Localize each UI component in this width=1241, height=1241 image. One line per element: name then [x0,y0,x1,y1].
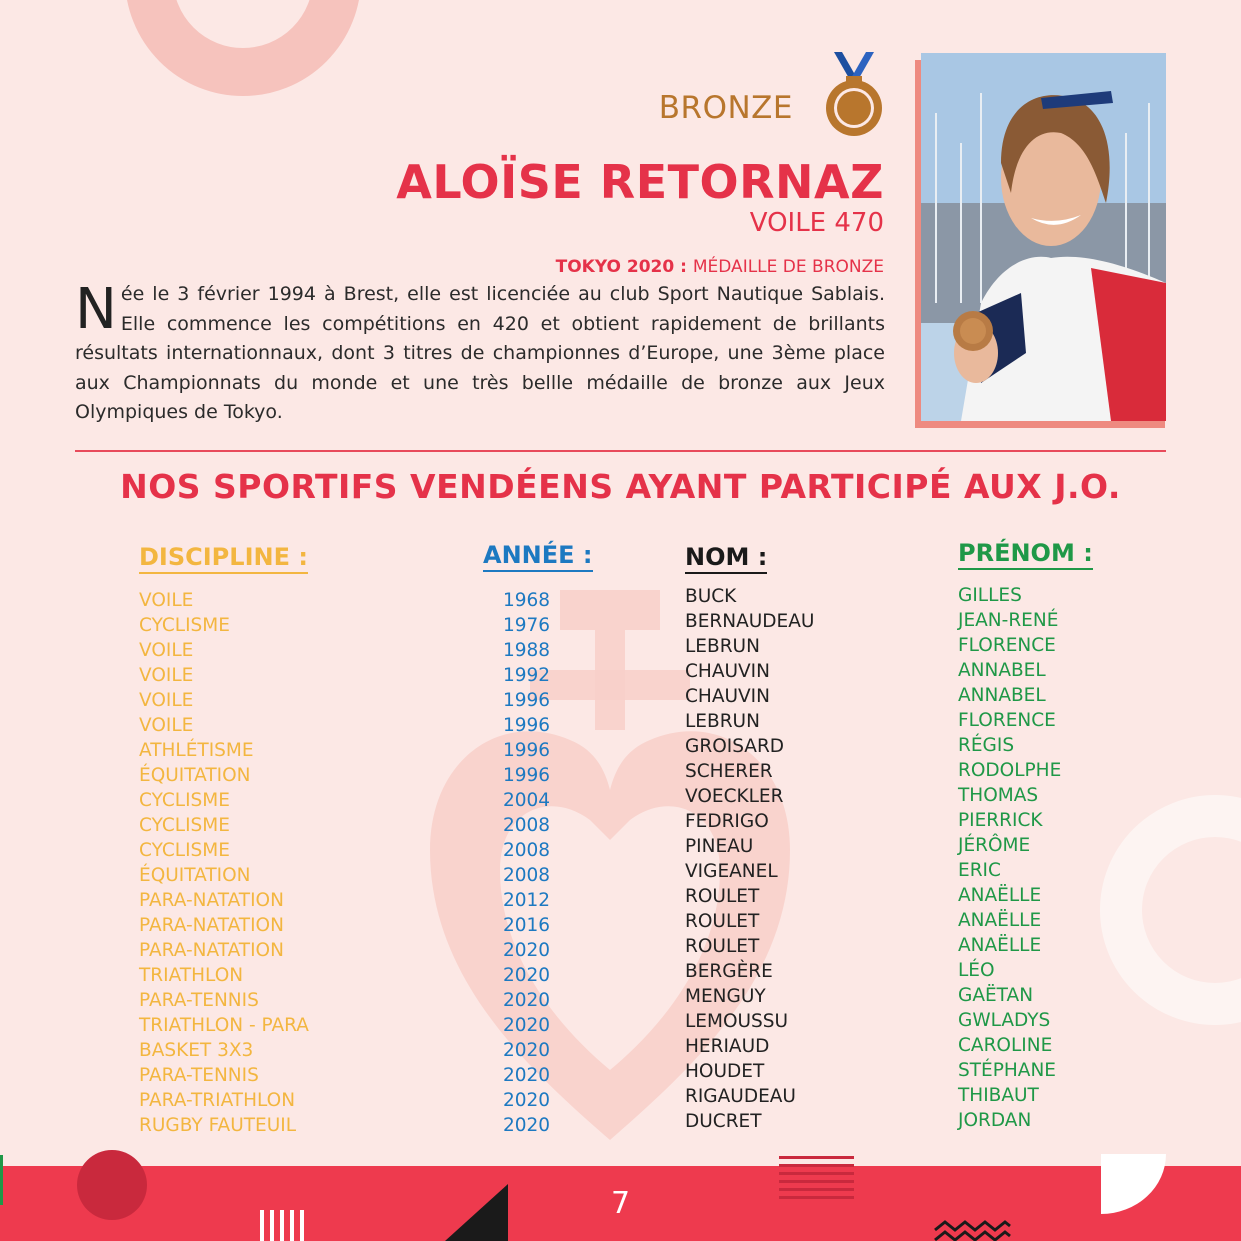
nom-cell: VOECKLER [685,786,784,807]
discipline-cell: PARA-NATATION [139,890,284,911]
nom-cell: LEBRUN [685,636,760,657]
discipline-header: DISCIPLINE : [139,543,308,574]
annee-cell: 2020 [503,1040,551,1061]
discipline-cell: CYCLISME [139,615,230,636]
annee-cell: 1992 [503,665,551,686]
achievement-event: TOKYO 2020 : [555,257,687,277]
discipline-cell: CYCLISME [139,815,230,836]
annee-cell: 2020 [503,990,551,1011]
bronze-medal-icon [820,50,888,140]
prenom-list [958,583,1061,1133]
prenom-cell: PIERRICK [958,810,1043,831]
nom-cell: ROULET [685,911,760,932]
nom-cell: ROULET [685,886,760,907]
discipline-cell: ATHLÉTISME [139,740,254,761]
discipline-cell: PARA-TENNIS [139,990,259,1011]
discipline-cell: RUGBY FAUTEUIL [139,1115,297,1136]
page-number: 7 [610,1186,631,1221]
annee-header: ANNÉE : [483,541,593,572]
bio-dropcap: N [75,277,117,342]
medal-label: BRONZE [658,90,793,126]
nom-cell: GROISARD [685,736,785,757]
prenom-cell: LÉO [958,960,995,981]
annee-cell: 2020 [503,965,551,986]
athlete-bio [75,277,885,428]
discipline-cell: VOILE [139,715,194,736]
athlete-name: ALOÏSE RETORNAZ [396,155,884,209]
prenom-cell: FLORENCE [958,635,1056,656]
discipline-cell: PARA-TRIATHLON [139,1090,296,1111]
discipline-cell: VOILE [139,665,194,686]
annee-cell: 2008 [503,815,551,836]
nom-cell: PINEAU [685,836,754,857]
annee-cell: 2004 [503,790,551,811]
prenom-cell: ANAËLLE [958,885,1042,906]
bio-text: ée le 3 février 1994 à Brest, elle est licenciée au club Sport Nautique Sablais. Elle commence les compétitions en 420 et obtient rapidement de brillants résultats internationnaux, dont 3 titres de championnes d’Europe, une 3ème place aux Championnats du monde et une très bellle médaille de bronze aux Jeux Olympiques de Tokyo. [75,283,885,423]
nom-cell: BUCK [685,586,737,607]
discipline-cell: ÉQUITATION [139,865,251,886]
nom-cell: DUCRET [685,1111,762,1132]
prenom-cell: GAËTAN [958,985,1034,1006]
nom-cell: ROULET [685,936,760,957]
nom-cell: SCHERER [685,761,773,782]
annee-cell: 1968 [503,590,551,611]
athlete-discipline: VOILE 470 [749,208,884,238]
nom-cell: RIGAUDEAU [685,1086,796,1107]
annee-cell: 2020 [503,1090,551,1111]
annee-cell: 1988 [503,640,551,661]
annee-cell: 1996 [503,765,551,786]
decorative-ring-top [125,0,361,96]
nom-cell: HERIAUD [685,1036,770,1057]
discipline-cell: VOILE [139,590,194,611]
prenom-cell: GWLADYS [958,1010,1051,1031]
annee-cell: 1996 [503,740,551,761]
nom-cell: HOUDET [685,1061,765,1082]
annee-cell: 1996 [503,715,551,736]
discipline-cell: CYCLISME [139,790,230,811]
achievement-line [556,257,884,277]
nom-cell: FEDRIGO [685,811,769,832]
annee-cell: 2012 [503,890,551,911]
discipline-cell: BASKET 3X3 [139,1040,254,1061]
prenom-cell: JEAN-RENÉ [958,610,1059,631]
discipline-cell: ÉQUITATION [139,765,251,786]
prenom-cell: ANAËLLE [958,910,1042,931]
annee-cell: 2008 [503,865,551,886]
annee-cell: 2008 [503,840,551,861]
nom-cell: VIGEANEL [685,861,778,882]
nom-cell: CHAUVIN [685,686,770,707]
prenom-cell: FLORENCE [958,710,1056,731]
annee-list [503,588,550,1138]
prenom-cell: THIBAUT [958,1085,1039,1106]
nom-cell: LEBRUN [685,711,760,732]
prenom-cell: THOMAS [958,785,1039,806]
nom-cell: CHAUVIN [685,661,770,682]
nom-cell: BERGÈRE [685,961,773,982]
achievement-result: MÉDAILLE DE BRONZE [692,257,884,277]
prenom-cell: RÉGIS [958,735,1015,756]
prenom-cell: ANNABEL [958,660,1046,681]
prenom-cell: CAROLINE [958,1035,1053,1056]
discipline-cell: CYCLISME [139,840,230,861]
decorative-ring-right [1100,795,1241,1025]
prenom-cell: STÉPHANE [958,1060,1056,1081]
annee-cell: 2016 [503,915,551,936]
prenom-cell: RODOLPHE [958,760,1062,781]
nom-cell: MENGUY [685,986,766,1007]
athlete-photo [921,53,1166,421]
prenom-cell: ANNABEL [958,685,1046,706]
annee-cell: 1976 [503,615,551,636]
annee-cell: 1996 [503,690,551,711]
annee-cell: 2020 [503,940,551,961]
prenom-cell: ERIC [958,860,1001,881]
annee-cell: 2020 [503,1065,551,1086]
annee-cell: 2020 [503,1115,551,1136]
section-divider [75,450,1166,452]
nom-header: NOM : [685,543,767,574]
section-title: NOS SPORTIFS VENDÉENS AYANT PARTICIPÉ AUX J.O. [120,467,1121,506]
discipline-cell: PARA-TENNIS [139,1065,259,1086]
nom-list [685,584,814,1134]
discipline-cell: VOILE [139,640,194,661]
annee-cell: 2020 [503,1015,551,1036]
prenom-cell: ANAËLLE [958,935,1042,956]
discipline-list [139,588,309,1138]
nom-cell: BERNAUDEAU [685,611,815,632]
athlete-photo-illustration [921,53,1166,421]
prenom-cell: JORDAN [958,1110,1032,1131]
discipline-cell: TRIATHLON [139,965,244,986]
discipline-cell: PARA-NATATION [139,915,284,936]
discipline-cell: TRIATHLON - PARA [139,1015,309,1036]
prenom-cell: GILLES [958,585,1022,606]
prenom-header: PRÉNOM : [958,539,1093,570]
nom-cell: LEMOUSSU [685,1011,789,1032]
prenom-cell: JÉRÔME [958,835,1031,856]
discipline-cell: VOILE [139,690,194,711]
discipline-cell: PARA-NATATION [139,940,284,961]
